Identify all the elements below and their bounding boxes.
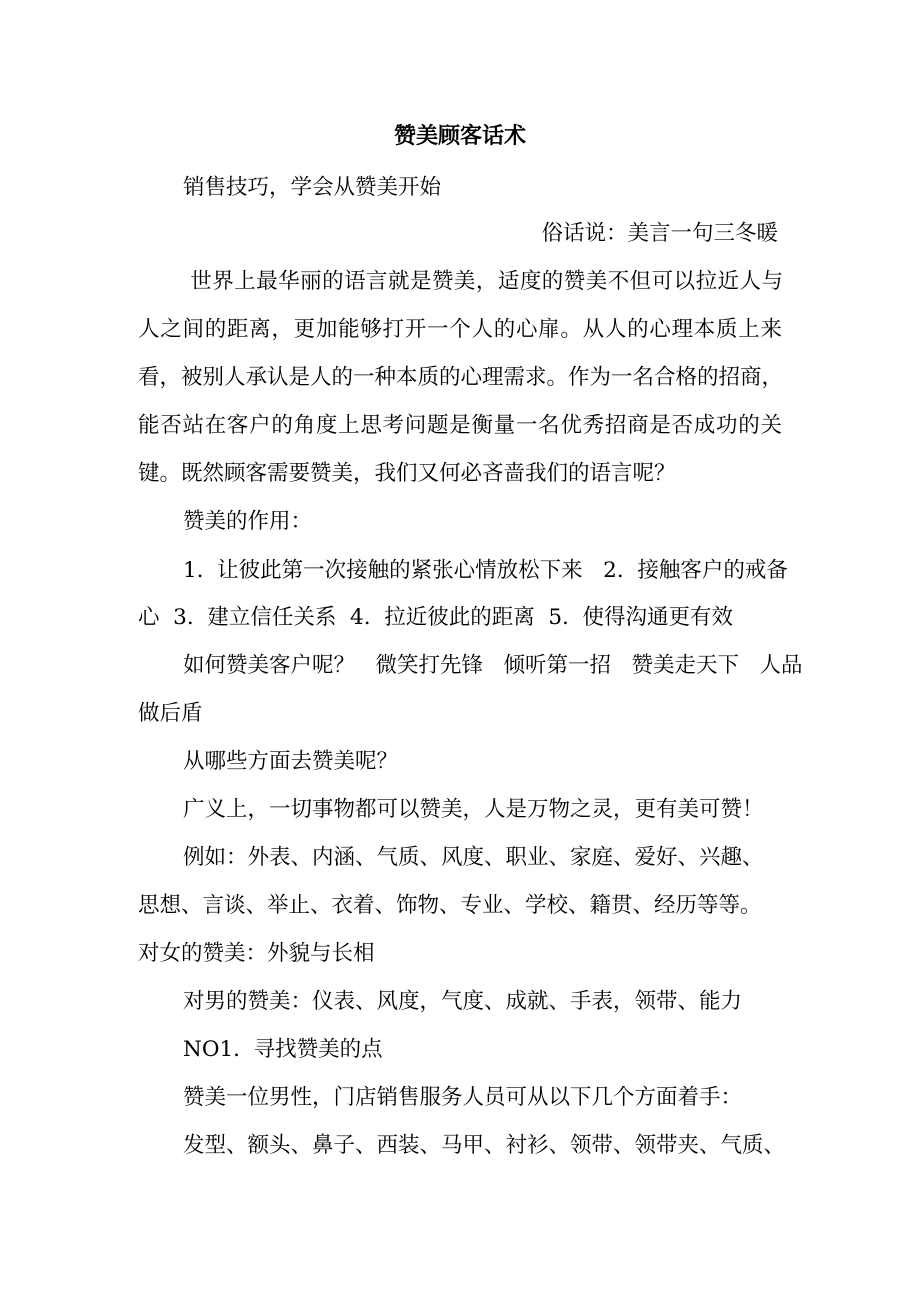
no1-line: NO1. 寻找赞美的点 xyxy=(183,1037,383,1062)
effects-line-2: 心 3. 建立信任关系 4. 拉近彼此的距离 5. 使得沟通更有效 xyxy=(138,605,734,630)
how-line-2: 做后盾 xyxy=(138,701,203,726)
intro-line-4: 能否站在客户的角度上思考问题是衡量一名优秀招商是否成功的关 xyxy=(138,413,782,438)
effects-line-1: 1. 让彼此第一次接触的紧张心情放松下来 2. 接触客户的戒备 xyxy=(183,558,788,583)
broad-line: 广义上，一切事物都可以赞美，人是万物之灵，更有美可赞！ xyxy=(183,797,764,822)
intro-line-1: 世界上最华丽的语言就是赞美，适度的赞美不但可以拉近人与 xyxy=(183,269,783,294)
female-line: 对女的赞美：外貌与长相 xyxy=(138,941,375,966)
male-line: 对男的赞美：仪表、风度，气度、成就、手表，领带、能力 xyxy=(183,989,743,1014)
example-line-2: 思想、言谈、举止、衣着、饰物、专业、学校、籍贯、经历等等。 xyxy=(138,893,762,918)
proverb: 俗话说：美言一句三冬暖 xyxy=(541,221,778,246)
intro-line-3: 看，被别人承认是人的一种本质的心理需求。作为一名合格的招商， xyxy=(138,365,784,390)
intro-line-2: 人之间的距离，更加能够打开一个人的心扉。从人的心理本质上来 xyxy=(138,317,782,342)
male-intro-line: 赞美一位男性，门店销售服务人员可从以下几个方面着手： xyxy=(183,1085,743,1110)
document-title: 赞美顾客话术 xyxy=(393,123,526,149)
intro-line-5: 键。既然顾客需要赞美，我们又何必吝啬我们的语言呢？ xyxy=(138,461,676,486)
male-points-line: 发型、额头、鼻子、西装、马甲、衬衫、领带、领带夹、气质、 xyxy=(183,1133,786,1158)
example-line-1: 例如：外表、内涵、气质、风度、职业、家庭、爱好、兴趣、 xyxy=(183,845,764,870)
aspects-heading: 从哪些方面去赞美呢？ xyxy=(183,749,399,774)
subtitle: 销售技巧，学会从赞美开始 xyxy=(183,175,442,200)
how-line-1: 如何赞美客户呢？ 微笑打先锋 倾听第一招 赞美走天下 人品 xyxy=(183,653,803,678)
effects-heading: 赞美的作用： xyxy=(183,509,313,534)
